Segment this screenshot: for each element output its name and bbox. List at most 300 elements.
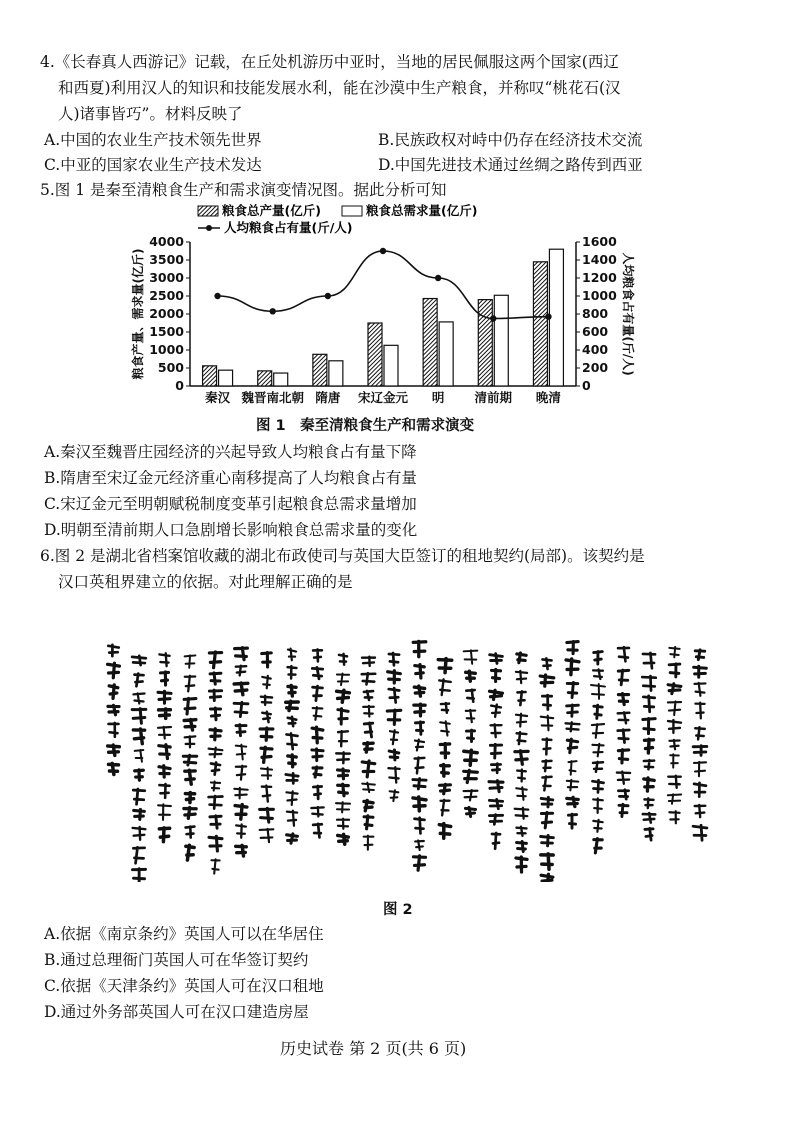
contract-glyph	[670, 754, 679, 767]
contract-column	[286, 649, 298, 844]
contract-glyph	[364, 743, 373, 752]
contract-glyph	[618, 694, 628, 705]
contract-glyph	[567, 780, 578, 791]
contract-glyph	[491, 724, 502, 737]
contract-glyph	[541, 854, 553, 869]
contract-glyph	[594, 705, 602, 718]
line-point	[490, 315, 496, 321]
y-left-tick-label: 500	[157, 360, 184, 375]
contract-glyph	[338, 709, 348, 725]
q4-stem-line-2: 和西夏)利用汉人的知识和技能发展水利，能在沙漠中生产粮食，并称叹“桃花石(汉	[58, 79, 621, 97]
figure-2-caption: 图 2	[383, 902, 413, 918]
contract-glyph	[643, 813, 655, 822]
contract-glyph	[313, 767, 322, 777]
contract-glyph	[184, 720, 196, 731]
contract-glyph	[491, 764, 500, 773]
contract-glyph	[618, 647, 629, 661]
contract-glyph	[693, 746, 707, 756]
q5-option-a[interactable]: A.秦汉至魏晋庄园经济的兴起导致人均粮食占有量下降	[44, 443, 417, 461]
contract-glyph	[210, 816, 221, 828]
contract-glyph	[492, 833, 500, 849]
contract-column	[108, 645, 120, 775]
y-left-tick-label: 3000	[149, 270, 184, 285]
contract-glyph	[695, 805, 706, 817]
q6-stem-line-1: 6.图 2 是湖北省档案馆收藏的湖北布政使司与英国大臣签订的租地契约(局部)。该契约是	[40, 547, 645, 565]
contract-glyph	[694, 762, 706, 776]
contract-glyph	[336, 752, 349, 763]
contract-glyph	[236, 766, 246, 780]
contract-glyph	[364, 800, 373, 810]
contract-glyph	[209, 690, 221, 700]
bar-demand	[219, 370, 233, 386]
y-left-tick-label: 3500	[149, 252, 184, 267]
contract-column	[183, 655, 196, 860]
contract-glyph	[415, 722, 423, 734]
contract-glyph	[234, 788, 247, 799]
contract-glyph	[439, 679, 450, 695]
contract-glyph	[540, 675, 554, 686]
contract-glyph	[362, 783, 375, 793]
q4-option-a[interactable]: A.中国的农业生产技术领先世界	[44, 131, 262, 149]
contract-column	[234, 648, 248, 856]
contract-glyph	[287, 811, 297, 826]
y-right-tick-label: 600	[582, 324, 609, 339]
q6-option-d[interactable]: D.通过外务部英国人可在汉口建造房屋	[44, 1003, 309, 1021]
contract-glyph	[567, 642, 578, 654]
contract-glyph	[109, 685, 118, 699]
q4-stem-line-1: 4.《长春真人西游记》记载，在丘处机游历中亚时，当地的居民佩服这两个国家(西辽	[40, 53, 619, 71]
bar-production	[258, 371, 272, 386]
contract-glyph	[489, 815, 502, 825]
contract-glyph	[568, 761, 576, 775]
contract-glyph	[541, 836, 554, 846]
bar-demand	[549, 249, 563, 386]
q4-option-c[interactable]: C.中亚的国家农业生产技术发达	[44, 156, 262, 174]
contract-column	[158, 653, 171, 841]
contract-glyph	[313, 686, 323, 700]
y-right-tick-label: 200	[582, 360, 609, 375]
contract-glyph	[236, 745, 246, 760]
contract-glyph	[286, 791, 297, 805]
contract-glyph	[364, 836, 374, 850]
q5-stem: 5.图 1 是秦至清粮食生产和需求演变情况图。据此分析可知	[40, 181, 447, 199]
contract-glyph	[464, 650, 478, 664]
contract-glyph	[542, 658, 551, 669]
x-tick-label: 魏晋南北朝	[241, 390, 304, 405]
contract-glyph	[338, 834, 349, 844]
contract-glyph	[235, 648, 248, 660]
y-right-tick-label: 1600	[582, 234, 617, 249]
contract-glyph	[464, 790, 478, 800]
contract-glyph	[669, 811, 679, 823]
contract-glyph	[694, 783, 706, 797]
contract-glyph	[186, 827, 195, 838]
y-right-tick-label: 1400	[582, 252, 617, 267]
y-left-tick-label: 1000	[149, 342, 184, 357]
contract-glyph	[159, 745, 170, 759]
contract-glyph	[133, 827, 146, 840]
contract-glyph	[185, 736, 196, 747]
line-point	[435, 275, 441, 281]
contract-glyph	[643, 696, 654, 712]
legend-label-demand: 粮食总需求量(亿斤)	[366, 203, 478, 218]
contract-glyph	[644, 739, 653, 753]
contract-column	[642, 653, 655, 840]
contract-glyph	[567, 682, 577, 697]
contract-glyph	[618, 790, 628, 799]
q6-option-b[interactable]: B.通过总理衙门英国人可在华签订契约	[44, 951, 309, 969]
contract-glyph	[491, 669, 500, 681]
contract-glyph	[388, 767, 399, 782]
contract-column	[617, 647, 630, 816]
contract-image	[80, 632, 720, 882]
contract-glyph	[389, 750, 399, 760]
x-tick-label: 晚清	[535, 390, 561, 405]
contract-glyph	[644, 778, 654, 791]
y-right-tick-label: 0	[582, 378, 591, 393]
contract-glyph	[234, 702, 248, 716]
contract-column	[489, 654, 503, 849]
contract-glyph	[209, 748, 223, 758]
contract-glyph	[261, 696, 272, 705]
contract-glyph	[618, 670, 628, 685]
contract-glyph	[184, 808, 196, 819]
y-left-tick-label: 2000	[149, 306, 184, 321]
bar-production	[368, 323, 382, 386]
contract-glyph	[363, 706, 374, 717]
contract-glyph	[695, 727, 704, 739]
contract-glyph	[440, 744, 449, 758]
q6-option-c[interactable]: C.依据《天津条约》英国人可在汉口租地	[44, 977, 324, 995]
contract-glyph	[593, 820, 602, 832]
contract-glyph	[542, 695, 551, 709]
contract-glyph	[439, 824, 450, 839]
contract-glyph	[490, 690, 503, 699]
contract-glyph	[133, 693, 144, 703]
contract-column	[668, 647, 681, 823]
contract-glyph	[465, 807, 475, 816]
contract-glyph	[568, 814, 576, 828]
contract-glyph	[645, 828, 653, 840]
q4-option-b[interactable]: B.民族政权对峙中仍存在经济技术交流	[378, 131, 643, 149]
contract-glyph	[516, 787, 526, 800]
handwritten-contract-columns	[108, 641, 707, 882]
y-axis-left-label: 粮食产量、需求量(亿斤)	[131, 248, 145, 380]
contract-glyph	[313, 649, 322, 661]
q5-option-c[interactable]: C.宋辽金元至明朝赋税制度变革引起粮食总需求量增加	[44, 495, 417, 513]
contract-glyph	[517, 841, 527, 851]
contract-glyph	[466, 710, 475, 722]
contract-glyph	[338, 784, 349, 795]
contract-glyph	[490, 744, 501, 758]
contract-glyph	[489, 799, 502, 808]
x-tick-label: 隋唐	[315, 390, 341, 405]
q4-stem-line-3: 人)诸事皆巧”。材料反映了	[58, 105, 243, 123]
contract-glyph	[466, 690, 474, 702]
contract-glyph	[390, 730, 398, 744]
contract-glyph	[336, 802, 350, 812]
contract-glyph	[695, 703, 704, 719]
contract-glyph	[389, 688, 399, 702]
contract-glyph	[464, 750, 477, 765]
y-left-tick-label: 0	[175, 378, 184, 393]
contract-glyph	[414, 856, 426, 870]
contract-glyph	[593, 798, 603, 812]
contract-glyph	[592, 744, 603, 756]
contract-glyph	[236, 666, 246, 676]
contract-glyph	[517, 691, 525, 705]
contract-glyph	[466, 671, 476, 681]
contract-glyph	[209, 652, 221, 668]
contract-glyph	[135, 770, 144, 780]
contract-glyph	[645, 798, 654, 808]
contract-glyph	[288, 649, 296, 661]
contract-glyph	[517, 770, 526, 782]
contract-glyph	[134, 674, 143, 687]
contract-glyph	[132, 869, 145, 882]
contract-glyph	[286, 701, 298, 710]
contract-column	[132, 656, 146, 882]
q6-stem-line-2: 汉口英租界建立的依据。对此理解正确的是	[58, 573, 353, 591]
contract-glyph	[414, 704, 425, 716]
contract-glyph	[390, 790, 399, 801]
contract-glyph	[159, 653, 169, 666]
contract-glyph	[643, 653, 655, 668]
contract-glyph	[235, 805, 247, 820]
contract-glyph	[234, 683, 248, 695]
line-point	[380, 248, 386, 254]
contract-glyph	[262, 786, 271, 802]
contract-column	[311, 649, 323, 837]
contract-glyph	[286, 773, 298, 783]
contract-glyph	[236, 845, 247, 856]
contract-glyph	[209, 836, 222, 851]
contract-glyph	[694, 666, 707, 677]
contract-glyph	[262, 676, 270, 688]
contract-glyph	[160, 672, 168, 685]
contract-glyph	[415, 818, 425, 834]
legend-point-per-capita	[206, 225, 212, 231]
y-axis-right-label: 人均粮食占有量(斤/人)	[621, 252, 635, 376]
contract-glyph	[543, 760, 552, 771]
x-tick-label: 宋辽金元	[357, 390, 409, 405]
contract-glyph	[210, 729, 221, 740]
contract-glyph	[593, 669, 603, 679]
contract-glyph	[209, 796, 223, 809]
contract-glyph	[669, 740, 679, 749]
contract-glyph	[541, 797, 553, 807]
contract-glyph	[413, 641, 426, 656]
contract-glyph	[185, 770, 195, 784]
y-right-tick-label: 1000	[582, 288, 617, 303]
y-right-tick-label: 1200	[582, 270, 617, 285]
contract-glyph	[159, 709, 171, 718]
q5-option-b[interactable]: B.隋唐至宋辽金元经济重心南移提高了人均粮食占有量	[44, 469, 417, 487]
contract-glyph	[387, 710, 401, 724]
contract-column	[591, 652, 605, 853]
contract-glyph	[515, 808, 529, 819]
bar-production	[478, 300, 492, 386]
contract-glyph	[210, 673, 221, 684]
contract-glyph	[185, 655, 196, 667]
contract-glyph	[695, 683, 706, 696]
q5-option-d[interactable]: D.明朝至清前期人口急剧增长影响粮食总需求量的变化	[44, 521, 418, 539]
contract-glyph	[466, 730, 474, 741]
legend-swatch-production	[198, 206, 218, 216]
contract-glyph	[415, 665, 424, 678]
contract-glyph	[619, 804, 628, 816]
contract-glyph	[388, 671, 401, 683]
contract-glyph	[362, 657, 375, 666]
contract-glyph	[542, 777, 551, 791]
contract-glyph	[489, 781, 503, 792]
contract-glyph	[262, 653, 272, 667]
contract-glyph	[260, 829, 274, 842]
contract-glyph	[362, 673, 375, 684]
contract-glyph	[312, 749, 323, 761]
contract-glyph	[566, 722, 580, 731]
contract-glyph	[594, 652, 603, 664]
contract-glyph	[337, 673, 349, 685]
bar-production	[313, 354, 327, 386]
contract-glyph	[261, 767, 272, 779]
contract-glyph	[211, 859, 219, 873]
contract-column	[515, 653, 529, 872]
contract-column	[566, 642, 580, 829]
figure-1-caption: 图 1 秦至清粮食生产和需求演变	[256, 418, 475, 434]
bar-demand	[384, 345, 398, 386]
contract-glyph	[159, 784, 169, 798]
contract-glyph	[338, 731, 348, 746]
contract-glyph	[491, 705, 501, 717]
contract-glyph	[211, 781, 220, 790]
contract-glyph	[312, 667, 322, 678]
contract-glyph	[592, 780, 603, 792]
contract-glyph	[668, 794, 681, 804]
contract-glyph	[669, 664, 680, 677]
contract-glyph	[135, 750, 144, 762]
contract-glyph	[287, 834, 298, 843]
contract-glyph	[517, 732, 527, 744]
contract-glyph	[338, 769, 349, 779]
page-footer: 历史试卷 第 2 页(共 6 页)	[280, 1039, 467, 1058]
x-tick-label: 清前期	[474, 390, 513, 405]
contract-glyph	[158, 804, 171, 820]
contract-glyph	[441, 703, 449, 713]
contract-glyph	[644, 760, 654, 769]
contract-glyph	[389, 653, 399, 665]
contract-glyph	[185, 676, 195, 692]
contract-glyph	[313, 824, 322, 837]
contract-glyph	[490, 654, 503, 664]
contract-glyph	[543, 738, 552, 754]
x-tick-label: 秦汉	[205, 390, 231, 405]
contract-glyph	[288, 685, 296, 696]
contract-glyph	[693, 825, 707, 840]
contract-glyph	[567, 705, 579, 716]
contract-column	[540, 658, 554, 882]
contract-glyph	[133, 729, 144, 744]
bar-production	[203, 366, 217, 386]
contract-glyph	[108, 705, 119, 714]
contract-glyph	[158, 691, 171, 703]
bar-demand	[274, 373, 288, 386]
contract-glyph	[108, 663, 120, 678]
grain-chart	[128, 200, 648, 408]
contract-glyph	[618, 750, 628, 763]
contract-glyph	[159, 766, 170, 777]
y-left-tick-label: 4000	[149, 234, 184, 249]
contract-glyph	[183, 755, 196, 765]
contract-glyph	[211, 763, 220, 775]
contract-column	[438, 659, 451, 839]
contract-column	[464, 650, 478, 816]
contract-glyph	[337, 819, 349, 829]
contract-glyph	[312, 727, 323, 743]
contract-glyph	[566, 659, 579, 675]
q6-option-a[interactable]: A.依据《南京条约》英国人可以在华居住	[44, 925, 324, 943]
contract-glyph	[185, 793, 194, 803]
contract-glyph	[695, 650, 704, 660]
contract-glyph	[288, 666, 297, 678]
contract-glyph	[413, 779, 426, 789]
contract-glyph	[669, 647, 679, 658]
contract-glyph	[440, 721, 450, 735]
legend-swatch-demand	[342, 206, 362, 216]
q4-option-d[interactable]: D.中国先进技术通过丝绸之路传到西亚	[378, 156, 643, 174]
contract-glyph	[415, 840, 424, 850]
y-right-tick-label: 800	[582, 306, 609, 321]
contract-glyph	[311, 807, 323, 816]
contract-glyph	[516, 714, 527, 727]
bar-demand	[329, 361, 343, 386]
contract-column	[387, 653, 401, 801]
contract-glyph	[362, 761, 374, 777]
contract-glyph	[109, 763, 119, 774]
contract-glyph	[339, 654, 347, 665]
bar-production	[533, 262, 547, 386]
contract-glyph	[617, 772, 630, 784]
contract-glyph	[260, 728, 273, 740]
legend-label-production: 粮食总产量(亿斤)	[222, 203, 321, 218]
contract-glyph	[159, 828, 169, 842]
contract-glyph	[592, 724, 604, 738]
line-point	[214, 293, 220, 299]
contract-glyph	[158, 727, 171, 739]
contract-glyph	[668, 701, 681, 715]
contract-glyph	[288, 717, 296, 726]
bar-production	[423, 299, 437, 386]
contract-column	[413, 641, 426, 870]
contract-glyph	[133, 847, 144, 863]
contract-glyph	[541, 716, 554, 731]
contract-glyph	[260, 808, 274, 822]
contract-glyph	[643, 718, 655, 733]
contract-glyph	[134, 809, 145, 819]
contract-glyph	[210, 708, 220, 720]
bar-demand	[439, 322, 453, 386]
contract-glyph	[236, 725, 246, 736]
contract-column	[693, 650, 707, 840]
contract-glyph	[515, 751, 528, 765]
contract-glyph	[133, 789, 144, 804]
contract-glyph	[313, 786, 321, 799]
bar-demand	[494, 295, 508, 386]
contract-glyph	[517, 653, 526, 663]
contract-glyph	[567, 797, 578, 806]
contract-glyph	[108, 645, 118, 656]
chart-axes	[190, 242, 576, 386]
